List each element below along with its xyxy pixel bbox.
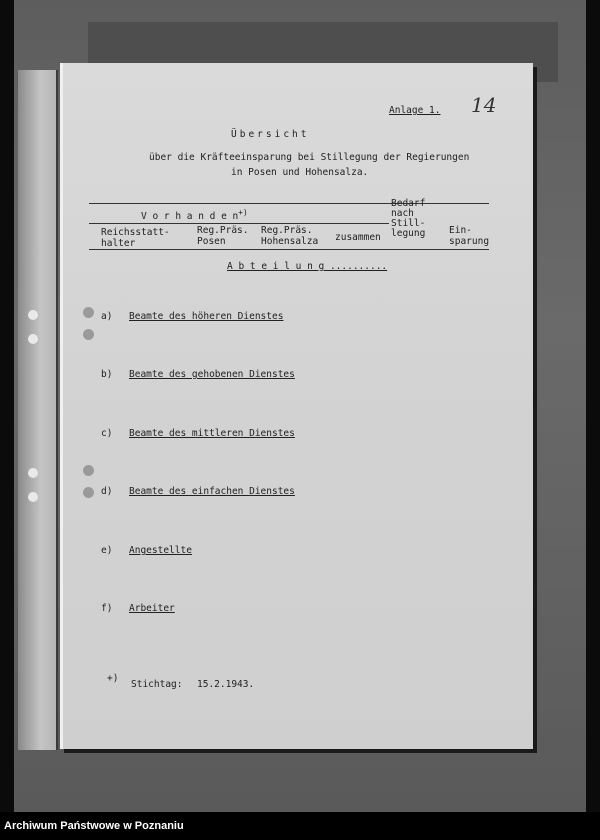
punch-hole [83, 487, 94, 498]
table-bottom-rule [89, 249, 489, 250]
item-e-label: Angestellte [129, 545, 192, 556]
archive-caption: Archiwum Państwowe w Poznaniu [4, 820, 184, 832]
header-vorhanden: V o r h a n d e n+) [141, 208, 248, 223]
footnote-label: Stichtag: [131, 679, 183, 690]
section-title: A b t e i l u n g .......... [227, 261, 388, 272]
document-subtitle-line1: über die Kräfteeinsparung bei Stillegung der Regierungen [149, 152, 470, 163]
header-bedarf: Bedarf nach Still- legung [391, 198, 426, 239]
header-col-posen: Reg.Präs. Posen [197, 225, 249, 247]
footnote-mark: +) [107, 673, 119, 684]
header-col-einsparung: Ein- sparung [449, 225, 490, 247]
header-col-reichsstatthalter: Reichsstatt- halter [101, 227, 170, 249]
item-a-label: Beamte des höheren Dienstes [129, 311, 284, 322]
footnote-date: 15.2.1943. [197, 679, 255, 690]
punch-hole [28, 334, 38, 344]
header-mid-rule [89, 223, 389, 224]
handwritten-page-number: 14 [471, 93, 497, 117]
punch-hole [83, 465, 94, 476]
item-c-letter: c) [101, 428, 113, 439]
punch-hole [28, 468, 38, 478]
document-page [60, 63, 533, 749]
document-title: Übersicht [231, 129, 310, 140]
item-f-letter: f) [101, 603, 113, 614]
item-a-letter: a) [101, 311, 113, 322]
document-subtitle-line2: in Posen und Hohensalza. [231, 167, 369, 178]
folder-flap [18, 70, 58, 750]
annex-label: Anlage 1. [389, 105, 441, 116]
header-col-hohensalza: Reg.Präs. Hohensalza [261, 225, 319, 247]
punch-hole [28, 492, 38, 502]
punch-hole [83, 307, 94, 318]
punch-hole [83, 329, 94, 340]
header-col-zusammen: zusammen [335, 232, 381, 243]
item-d-label: Beamte des einfachen Dienstes [129, 486, 295, 497]
item-c-label: Beamte des mittleren Dienstes [129, 428, 295, 439]
punch-hole [28, 310, 38, 320]
item-d-letter: d) [101, 486, 113, 497]
table-top-rule [89, 203, 489, 204]
item-f-label: Arbeiter [129, 603, 175, 614]
item-b-letter: b) [101, 369, 113, 380]
item-e-letter: e) [101, 545, 113, 556]
item-b-label: Beamte des gehobenen Dienstes [129, 369, 295, 380]
